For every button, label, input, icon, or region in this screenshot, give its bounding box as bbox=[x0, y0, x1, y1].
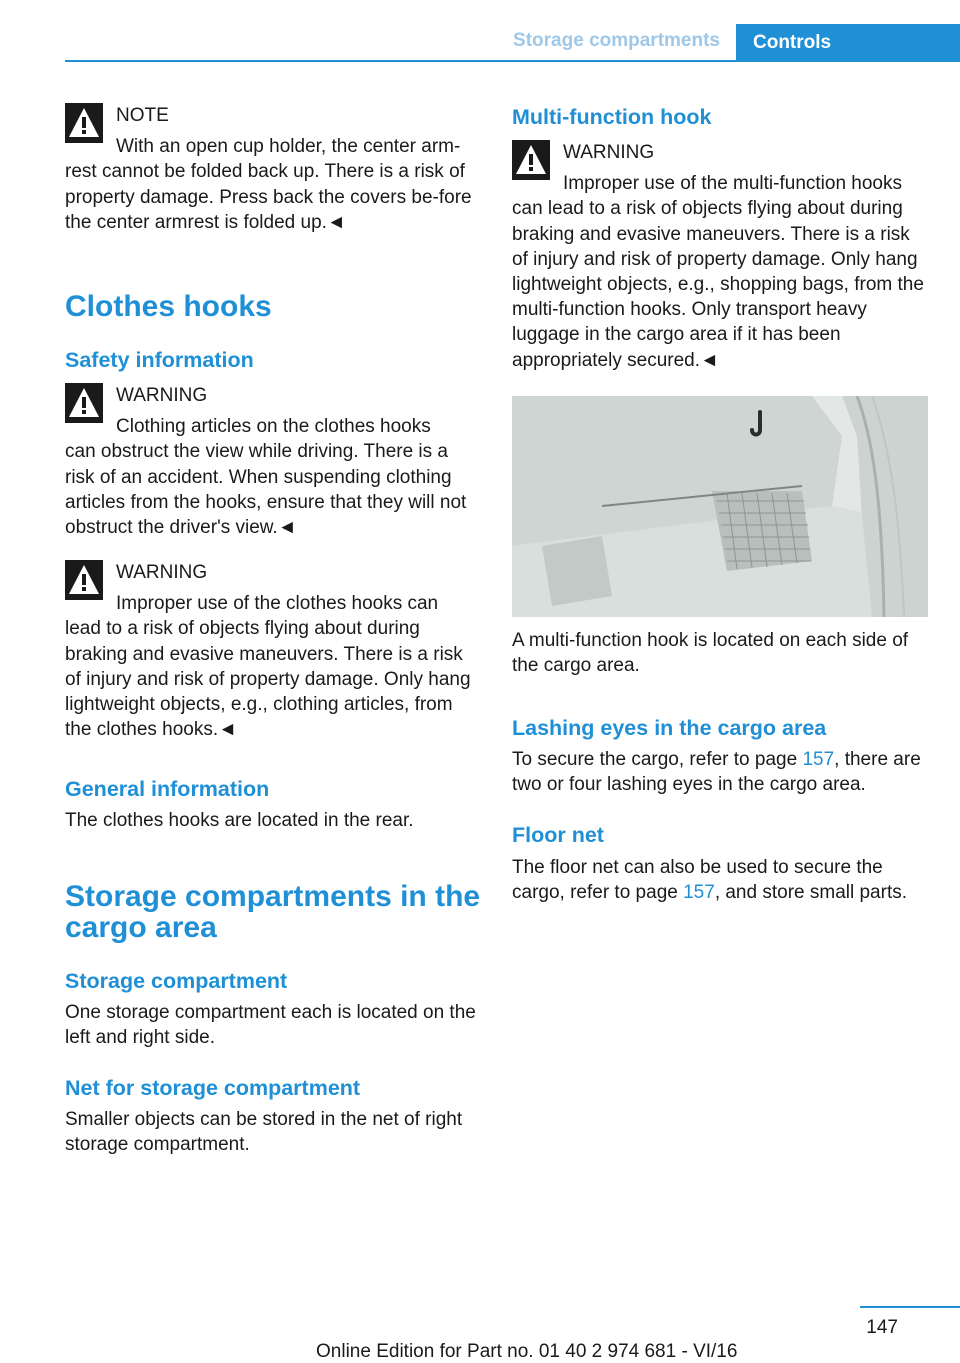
header-section-title: Storage compartments bbox=[513, 30, 720, 51]
warning-first-line: Clothing articles on the clothes hooks bbox=[116, 416, 431, 438]
footer-rule bbox=[860, 1306, 960, 1308]
page-number: 147 bbox=[866, 1317, 898, 1338]
header-chapter-tab[interactable]: Controls bbox=[736, 24, 960, 62]
floor-net-title: Floor net bbox=[512, 823, 604, 847]
warning-text: lead to a risk of objects flying about during braking and evasive maneuvers. There is a risk of injury and risk of property damage. Only hang lightweight objects, e.g., clothing articles, from the clothes hooks.◄ bbox=[65, 618, 471, 741]
warning-triangle-icon bbox=[65, 383, 103, 423]
warning-label: WARNING bbox=[116, 562, 208, 583]
page-reference-link[interactable]: 157 bbox=[802, 749, 835, 770]
cargo-storage-title: Storage compartments in the cargo area bbox=[65, 880, 481, 944]
net-compartment-text: Smaller objects can be stored in the net of right storage compartment. bbox=[65, 1109, 463, 1156]
note-label: NOTE bbox=[116, 105, 169, 126]
warning-text: can obstruct the view while driving. There is a risk of an accident. When suspending clothing articles from the hooks, ensure that they will not obstruct the driver's view.◄ bbox=[65, 441, 467, 539]
warning-label: WARNING bbox=[116, 385, 208, 406]
multi-hook-location-text: A multi-function hook is located on each side of the cargo area. bbox=[512, 630, 909, 677]
safety-info-title: Safety information bbox=[65, 348, 254, 372]
cargo-area-hook-illustration bbox=[512, 396, 928, 617]
general-info-text: The clothes hooks are located in the rear. bbox=[65, 810, 414, 831]
lashing-text-start: To secure the cargo, refer to page bbox=[512, 749, 803, 770]
note-text: rest cannot be folded back up. There is a risk of property damage. Press back the covers be-fore the center armrest is folded up.◄ bbox=[65, 161, 472, 233]
warning-triangle-icon bbox=[65, 560, 103, 600]
page-reference-link[interactable]: 157 bbox=[683, 882, 715, 904]
warning-block-hooks bbox=[65, 560, 480, 742]
multi-function-hook-title: Multi-function hook bbox=[512, 105, 712, 129]
warning-triangle-icon bbox=[512, 140, 550, 180]
note-first-line: With an open cup holder, the center arm- bbox=[116, 136, 461, 158]
general-info-title: General information bbox=[65, 777, 270, 801]
edition-note: Online Edition for Part no. 01 40 2 974 681 - VI/16 bbox=[316, 1341, 738, 1362]
lashing-eyes-text bbox=[512, 747, 927, 797]
warning-block-multi-hook bbox=[512, 140, 927, 373]
lashing-eyes-title: Lashing eyes in the cargo area bbox=[512, 716, 827, 740]
floor-text-end: , and store small parts. bbox=[714, 882, 908, 904]
storage-compartment-text: One storage compartment each is located on the left and right side. bbox=[65, 1002, 476, 1049]
floor-net-text bbox=[512, 855, 927, 905]
lashing-text-end: , there are two or four lashing eyes in the cargo area. bbox=[512, 749, 921, 796]
floor-text-start: The floor net can also be used to secure the cargo, refer to page bbox=[512, 857, 883, 904]
warning-label: WARNING bbox=[563, 142, 655, 163]
warning-first-line: Improper use of the clothes hooks can bbox=[116, 593, 439, 615]
warning-triangle-icon bbox=[65, 103, 103, 143]
warning-text: can lead to a risk of objects flying about during braking and evasive maneuvers. There is a risk of injury and risk of property damage. Only hang lightweight objects, e.g., shopping bags, from the multi-function hooks. Only transport heavy luggage in the cargo area if it has been appropriately secured.◄ bbox=[512, 198, 924, 371]
header-rule bbox=[65, 60, 960, 62]
clothes-hooks-title: Clothes hooks bbox=[65, 290, 272, 323]
note-block bbox=[65, 103, 480, 235]
net-compartment-title: Net for storage compartment bbox=[65, 1076, 361, 1100]
warning-block-clothing bbox=[65, 383, 480, 540]
warning-first-line: Improper use of the multi-function hooks bbox=[563, 173, 903, 195]
storage-compartment-title: Storage compartment bbox=[65, 969, 288, 993]
